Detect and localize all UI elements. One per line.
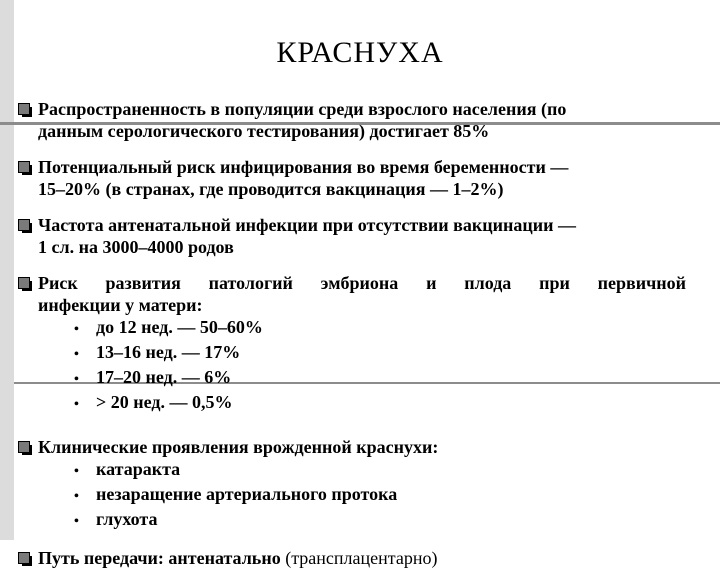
item-line: Потенциальный риск инфицирования во время беременности — xyxy=(38,157,569,177)
item-line: инфекции у матери: xyxy=(38,295,203,315)
square-bullet-icon xyxy=(18,161,30,173)
list-item xyxy=(38,156,686,200)
dot-bullet-icon: • xyxy=(74,489,79,504)
item-line: данным серологического тестирования) достигает 85% xyxy=(38,121,490,141)
dot-bullet-icon: • xyxy=(74,397,79,412)
dot-bullet-icon: • xyxy=(74,464,79,479)
sub-item-text: до 12 нед. — 50–60% xyxy=(96,317,263,337)
item-line: Распространенность в популяции среди взрослого населения (по xyxy=(38,99,567,119)
list-item xyxy=(38,214,686,258)
square-bullet-icon xyxy=(18,552,30,564)
dot-bullet-icon: • xyxy=(74,347,79,362)
sub-item xyxy=(74,391,686,416)
sub-item xyxy=(74,366,686,391)
sub-item xyxy=(74,341,686,366)
sub-item-text: 17–20 нед. — 6% xyxy=(96,367,232,387)
sub-item xyxy=(74,508,686,533)
square-bullet-icon xyxy=(18,219,30,231)
item-text: Путь передачи: антенатально xyxy=(38,548,281,568)
item-line: 1 сл. на 3000–4000 родов xyxy=(38,237,234,257)
item-line: Клинические проявления врожденной краснухи: xyxy=(38,437,439,457)
item-line: 15–20% (в странах, где проводится вакцинация — 1–2%) xyxy=(38,179,504,199)
item-text-normal: (трансплацентарно) xyxy=(285,548,438,568)
sub-item-text: > 20 нед. — 0,5% xyxy=(96,392,233,412)
sub-item-text: незаращение артериального протока xyxy=(96,484,398,504)
sub-item-text: катаракта xyxy=(96,459,181,479)
sub-item-text: глухота xyxy=(96,509,158,529)
list-item xyxy=(38,98,686,142)
square-bullet-icon xyxy=(18,103,30,115)
sub-item xyxy=(74,483,686,508)
left-decorative-bar xyxy=(0,0,14,540)
dot-bullet-icon: • xyxy=(74,372,79,387)
list-item xyxy=(38,272,686,416)
dot-bullet-icon: • xyxy=(74,514,79,529)
dot-bullet-icon: • xyxy=(74,322,79,337)
item-line: Риск развития патологий эмбриона и плода при первичной xyxy=(38,273,686,293)
sub-item xyxy=(74,316,686,341)
item-line: Частота антенатальной инфекции при отсутствии вакцинации — xyxy=(38,215,576,235)
page-title: КРАСНУХА xyxy=(276,36,444,69)
square-bullet-icon xyxy=(18,277,30,289)
sub-item-text: 13–16 нед. — 17% xyxy=(96,342,241,362)
list-item xyxy=(38,547,686,569)
sub-item xyxy=(74,458,686,483)
item-line xyxy=(38,547,686,569)
list-item xyxy=(38,436,686,533)
slide-content xyxy=(38,98,686,583)
square-bullet-icon xyxy=(18,441,30,453)
